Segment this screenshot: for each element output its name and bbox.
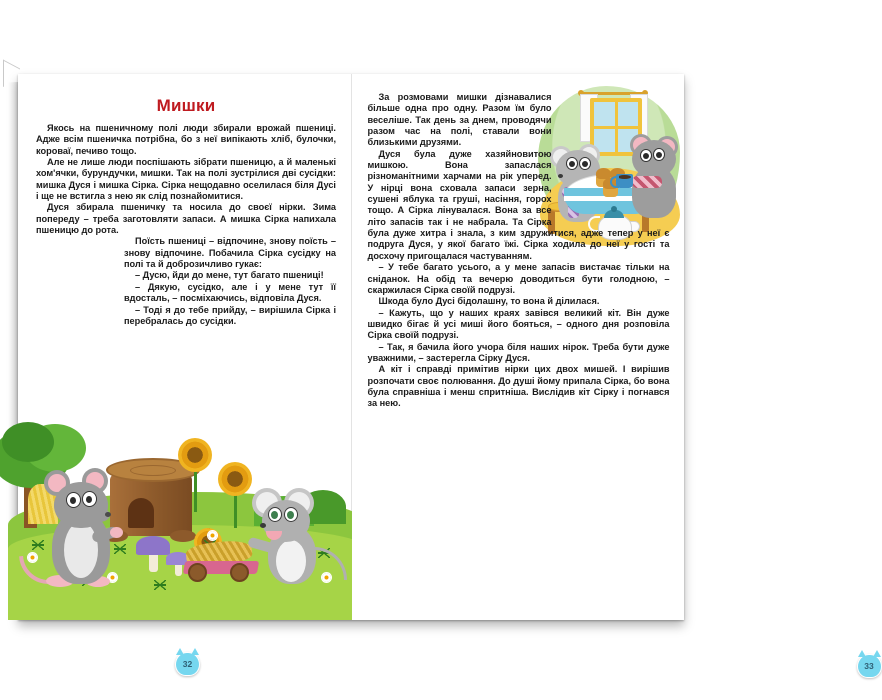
mouse-belly xyxy=(64,522,98,578)
dialogue-line: – Тоді я до тебе прийду, – вирішила Сірка і перебралась до сусідки. xyxy=(124,304,336,326)
dialogue-line: – Кажуть, що у наших краях завівся великий кіт. Він дуже швидко бігає й усі миші його бояться, – одного дня розповіла Сірка своїй подрузі. xyxy=(367,307,670,341)
mouse-belly xyxy=(276,540,306,582)
mouse-eye xyxy=(82,491,97,507)
story-title: Мишки xyxy=(156,96,216,115)
text-wrap-spacer-teaparty xyxy=(552,92,670,228)
page-number-right: 33 xyxy=(864,661,874,671)
right-column-body xyxy=(368,92,670,410)
right-page-text-block xyxy=(368,92,670,410)
mouse-eye xyxy=(268,507,282,522)
mouse-eye xyxy=(66,492,81,508)
text-wrap-spacer-tree xyxy=(36,236,124,356)
tree-foliage xyxy=(2,422,54,462)
paragraph: За розмовами мишки дізнавалися більше одна про одну. Разом їм було веселіше. Так день за днем, проводячи разом час на полі, ставали вони близькими друзями. xyxy=(367,92,552,148)
cart-wheel xyxy=(188,563,207,582)
left-page-text-block xyxy=(36,74,336,356)
mouse-nose xyxy=(260,523,266,528)
mouse-character-sirka xyxy=(246,488,332,584)
paragraph: А кіт і справді примітив нірки цих двох мишей. І вирішив розпочати своє полювання. До душі йому припала Сірка, бо вона була справніша і менш спритніша. Вислідив кіт Сірку і погнався за нею. xyxy=(367,364,670,409)
mushroom-large xyxy=(136,536,170,572)
paragraph: Дуся була дуже хазяйновитою мишкою. Вона запаслася різноманітними харчами на рік уперед. У нірці вона сховала запаси зерна, сушені яблука та груші, насіння, горох тощо. А Сірка лінувалася. Вона за все літо запасів так і не набрала. Та Сірка була дуже хитра і знала, з ким здружитися, адже тепер у неї є подруга Дуся, у якої багато їжі. Сірка ходила до неї у гості та досхочу пригощалася частуванням. xyxy=(367,148,670,261)
right-page xyxy=(352,74,874,671)
paragraph: Дуся збирала пшеничку та носила до своєї нірки. Зима попереду – треба заготовляти запаси. А мишка Сірка напихала пшеницю до рота. xyxy=(36,202,336,236)
page-number-badge-left xyxy=(175,652,200,676)
dialogue-line: – Дякую, сусідко, але і у мене тут її вдосталь, – посміхаючись, відповіла Дуся. xyxy=(124,281,336,304)
left-page-illustration xyxy=(18,420,351,620)
paragraph: Якось на пшеничному полі люди збирали врожай пшениці. Адже всім пшеничка потрібна, бо з неї випікають хліб, булочки, короваї, печиво тощо. xyxy=(36,123,336,156)
sunflower xyxy=(178,438,212,512)
daisy-flower xyxy=(208,531,217,540)
stump-root xyxy=(170,530,196,542)
sunflower-head xyxy=(178,438,212,472)
left-column-body xyxy=(36,123,336,327)
page-number-left: 32 xyxy=(182,659,193,669)
grass-tuft xyxy=(154,580,166,590)
sunflower-stem xyxy=(194,472,197,512)
mouse-eye xyxy=(284,507,298,522)
paragraph: Поїсть пшениці – відпочине, знову поїсть – знову відпочине. Побачила Сірка сусідку на полі та й доброзичливо гукає: xyxy=(124,236,336,270)
mouse-nose xyxy=(105,512,111,517)
paragraph: Але не лише люди поспішають зібрати пшеницю, а й маленькі хом'ячки, бурундучки, мишки. Так на полі зустрілися дві сусідки: мишка Дуся і мишка Сірка. Сірка нещодавно оселилася біля Дусі і ще не встигла з нею як слід познайомитися. xyxy=(36,157,336,202)
dialogue-line: – Так, я бачила його учора біля наших нірок. Треба бути дуже уважними, – застерегла Сірку Дуся. xyxy=(367,341,670,363)
left-page xyxy=(18,74,352,669)
open-book xyxy=(18,74,874,671)
dialogue-line: – У тебе багато усього, а у мене запасів вистачає тільки на сніданок. На обід та вечерю доводиться бути голодною, – скаржилася Сірка своїй подрузі. xyxy=(367,262,670,295)
page-number-badge-right xyxy=(857,654,882,678)
mouse-paw xyxy=(110,527,123,538)
dialogue-line: – Дусю, йди до мене, тут багато пшениці! xyxy=(135,270,324,281)
paragraph: Шкода було Дусі бідолашну, то вона й ділилася. xyxy=(378,296,600,307)
mushroom-cap xyxy=(136,536,170,555)
mouse-character-dusya xyxy=(38,472,134,584)
